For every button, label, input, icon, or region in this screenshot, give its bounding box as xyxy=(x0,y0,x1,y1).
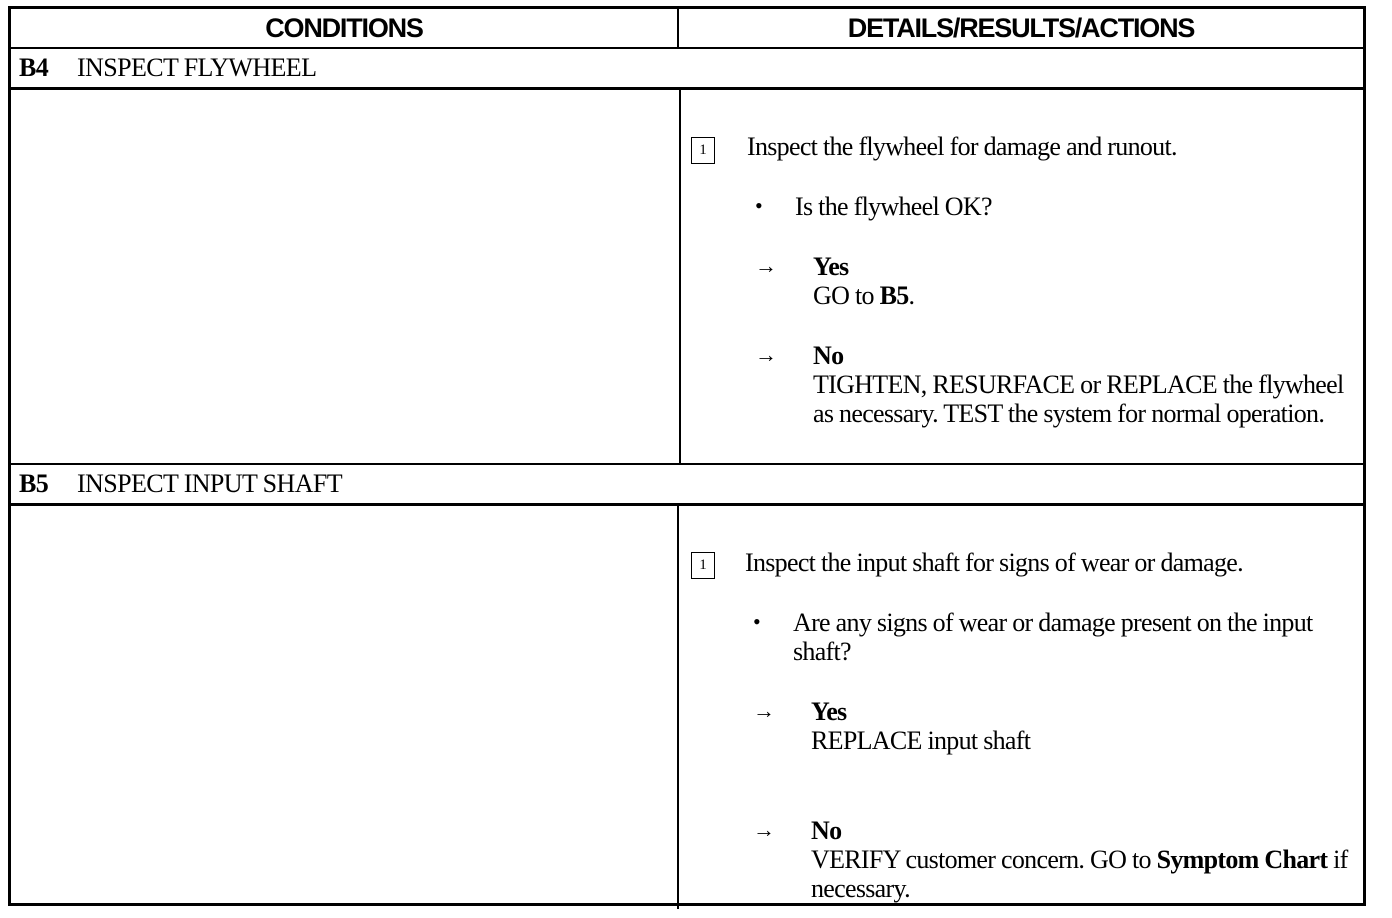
b5-title-divider xyxy=(11,503,1363,506)
b4-yes-action-suffix: . xyxy=(908,281,915,310)
b5-no-action-ref: Symptom Chart xyxy=(1156,845,1328,874)
arrow-right-icon: → xyxy=(753,698,773,723)
arrow-right-icon: → xyxy=(755,253,775,278)
b4-column-divider xyxy=(679,89,681,463)
b4-yes-action-ref: B5 xyxy=(879,281,909,310)
b5-yes-label: Yes xyxy=(811,697,847,726)
b5-no-answer xyxy=(811,816,1363,903)
header-divider xyxy=(11,47,1363,49)
step-b4-title-row xyxy=(19,53,316,83)
b4-no-answer xyxy=(813,341,1361,428)
b4-yes-label: Yes xyxy=(813,252,849,281)
b4-question: Is the flywheel OK? xyxy=(795,192,992,221)
b5-no-action-suffix: if necessary. xyxy=(811,845,1348,903)
bullet-icon: • xyxy=(753,609,761,634)
b5-column-divider xyxy=(677,505,679,909)
step-b4-title: INSPECT FLYWHEEL xyxy=(77,53,317,82)
step-b4-code: B4 xyxy=(19,53,49,82)
b4-no-action: TIGHTEN, RESURFACE or REPLACE the flywheel as necessary. TEST the system for normal operation. xyxy=(813,370,1344,428)
b4-bottom-divider xyxy=(11,463,1363,465)
b5-no-action-prefix: VERIFY customer concern. GO to xyxy=(811,845,1157,874)
b5-instruction: Inspect the input shaft for signs of wear or damage. xyxy=(745,548,1243,577)
step-b5-title-row xyxy=(19,469,342,499)
b4-yes-answer xyxy=(813,252,1353,310)
b4-no-label: No xyxy=(813,341,844,370)
arrow-right-icon: → xyxy=(753,817,773,842)
b4-item-number-box: 1 xyxy=(691,137,715,164)
step-b5-code: B5 xyxy=(19,469,49,498)
arrow-right-icon: → xyxy=(755,342,775,367)
b4-instruction: Inspect the flywheel for damage and runout. xyxy=(747,132,1177,161)
step-b5-title: INSPECT INPUT SHAFT xyxy=(77,469,343,498)
b5-yes-action: REPLACE input shaft xyxy=(811,726,1031,755)
conditions-header: CONDITIONS xyxy=(11,9,679,47)
b5-yes-answer xyxy=(811,697,1359,755)
b5-item-number-box: 1 xyxy=(691,552,715,579)
b4-title-divider xyxy=(11,87,1363,90)
b5-no-label: No xyxy=(811,816,842,845)
b4-yes-action-prefix: GO to xyxy=(813,281,880,310)
details-header: DETAILS/RESULTS/ACTIONS xyxy=(847,13,1195,43)
bullet-icon: • xyxy=(755,193,763,218)
diagnostic-table xyxy=(8,6,1366,906)
b5-question: Are any signs of wear or damage present on the input shaft? xyxy=(793,608,1313,666)
